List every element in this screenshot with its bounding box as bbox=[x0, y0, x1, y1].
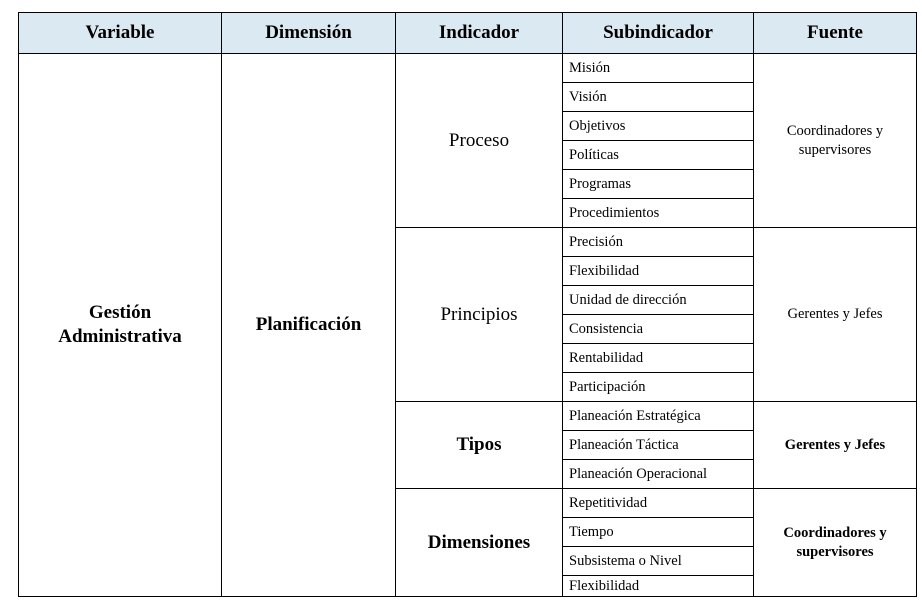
subindicator-cell: Objetivos bbox=[563, 112, 754, 141]
header-dimension: Dimensión bbox=[222, 13, 396, 54]
subindicator-cell: Visión bbox=[563, 83, 754, 112]
subindicator-cell: Planeación Estratégica bbox=[563, 402, 754, 431]
header-indicator: Indicador bbox=[396, 13, 563, 54]
indicator-dimensiones: Dimensiones bbox=[396, 489, 563, 597]
source-line: supervisores bbox=[798, 141, 872, 158]
table-row bbox=[19, 54, 917, 83]
subindicator-cell: Precisión bbox=[563, 228, 754, 257]
variable-line-2: Administrativa bbox=[58, 326, 182, 347]
source-dimensiones bbox=[754, 489, 917, 597]
subindicator-cell: Repetitividad bbox=[563, 489, 754, 518]
source-line: Coordinadores y bbox=[783, 524, 887, 541]
subindicator-cell: Planeación Operacional bbox=[563, 460, 754, 489]
source-line: Gerentes y Jefes bbox=[787, 306, 883, 322]
dimension-cell: Planificación bbox=[222, 54, 396, 597]
subindicator-cell: Unidad de dirección bbox=[563, 286, 754, 315]
source-principios bbox=[754, 228, 917, 402]
source-proceso bbox=[754, 54, 917, 228]
source-line: Coordinadores y bbox=[786, 122, 884, 139]
subindicator-cell: Participación bbox=[563, 373, 754, 402]
subindicator-cell: Flexibilidad bbox=[563, 257, 754, 286]
subindicator-cell: Programas bbox=[563, 170, 754, 199]
indicator-tipos: Tipos bbox=[396, 402, 563, 489]
header-variable: Variable bbox=[19, 13, 222, 54]
subindicator-cell: Subsistema o Nivel bbox=[563, 547, 754, 576]
source-line: Gerentes y Jefes bbox=[784, 436, 886, 453]
subindicator-cell: Rentabilidad bbox=[563, 344, 754, 373]
source-tipos bbox=[754, 402, 917, 489]
header-subindicator: Subindicador bbox=[563, 13, 754, 54]
variable-cell bbox=[19, 54, 222, 597]
subindicator-cell: Planeación Táctica bbox=[563, 431, 754, 460]
subindicator-cell: Flexibilidad bbox=[563, 576, 754, 597]
indicator-proceso: Proceso bbox=[396, 54, 563, 228]
subindicator-cell: Tiempo bbox=[563, 518, 754, 547]
subindicator-cell: Misión bbox=[563, 54, 754, 83]
source-line: supervisores bbox=[796, 543, 874, 560]
header-source: Fuente bbox=[754, 13, 917, 54]
subindicator-cell: Procedimientos bbox=[563, 199, 754, 228]
variable-line-1: Gestión bbox=[88, 302, 152, 323]
subindicator-cell: Políticas bbox=[563, 141, 754, 170]
operationalization-table bbox=[18, 12, 917, 597]
header-row bbox=[19, 13, 917, 54]
subindicator-cell: Consistencia bbox=[563, 315, 754, 344]
indicator-principios: Principios bbox=[396, 228, 563, 402]
